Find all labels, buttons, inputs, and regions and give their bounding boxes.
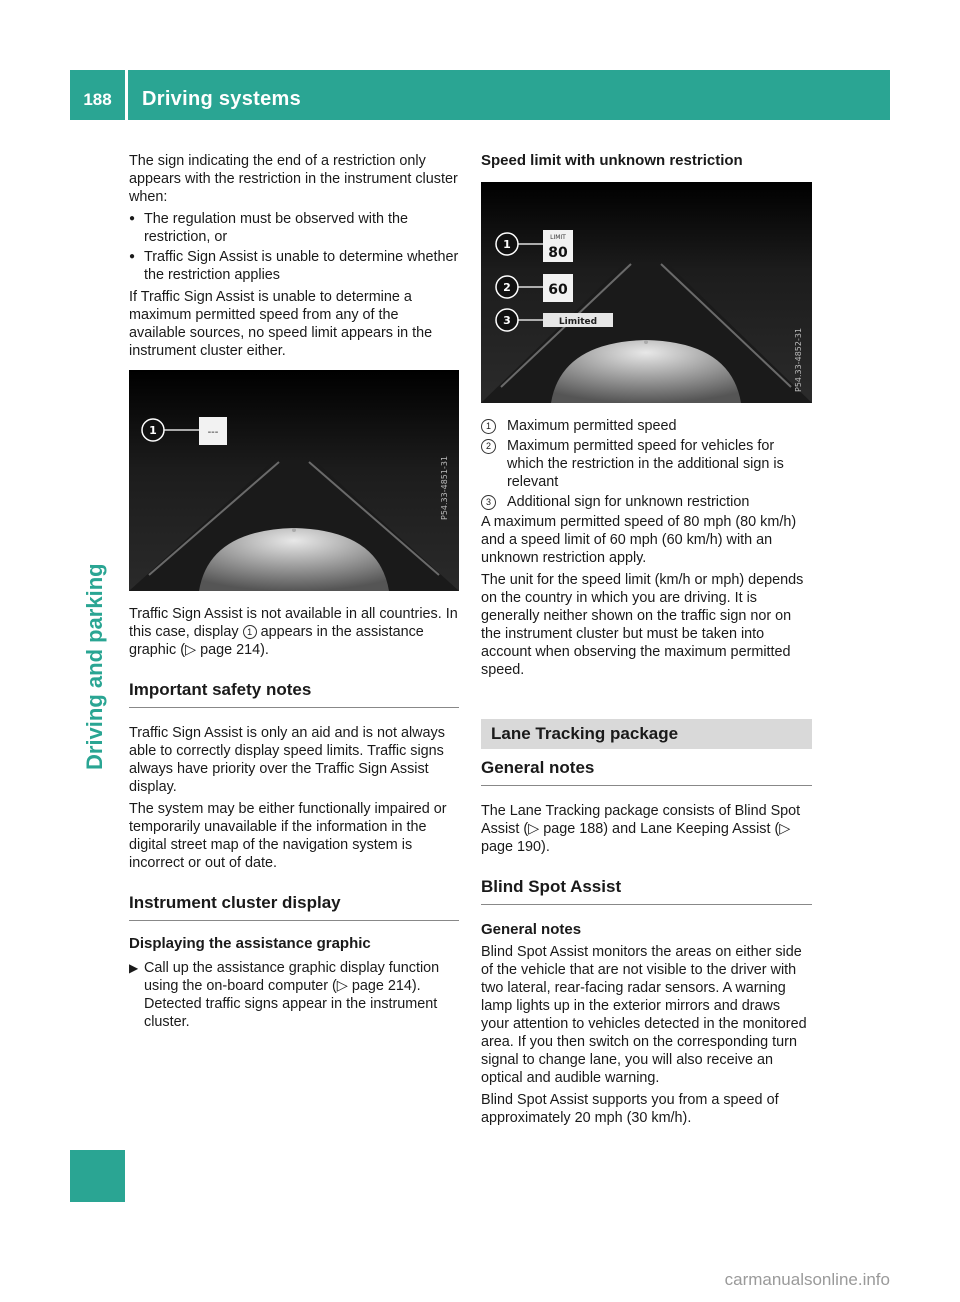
safety-paragraph-1: Traffic Sign Assist is only an aid and is not always able to correctly display speed limits. Traffic signs always have priority over the Traffic Sign Assist display. — [129, 725, 445, 795]
list-item: ● Traffic Sign Assist is unable to determine whether the restriction applies — [129, 248, 459, 284]
blind-spot-paragraph-1: Blind Spot Assist monitors the areas on either side of the vehicle that are not visible to the driver with two lateral, rear-facing radar sensors. A warning lamp lights up in the exterior mirrors and draws your attention to vehicles detected in the monitored area. If you then switch on the corresponding turn signal to change lane, you will also receive an optical and audible warning. — [481, 944, 807, 1086]
watermark: carmanualsonline.info — [724, 1270, 890, 1289]
blind-spot-paragraph-2: Blind Spot Assist supports you from a speed of approximately 20 mph (30 km/h). — [481, 1092, 779, 1126]
intro-paragraph: The sign indicating the end of a restriction only appears with the restriction in the instrument cluster when: — [129, 153, 458, 205]
callout-ref-1: 1 — [243, 625, 257, 639]
sign-limit-label: LIMIT — [550, 234, 566, 241]
page-ref-link[interactable]: ▷ page 188) — [528, 821, 609, 837]
right-column — [481, 152, 812, 1131]
callout-2: 2 — [503, 281, 511, 294]
list-item: ● The regulation must be observed with the restriction, or — [129, 210, 459, 246]
callout-3: 3 — [503, 314, 511, 327]
restriction-conditions-list — [129, 210, 459, 284]
heading-displaying-assistance-graphic: Displaying the assistance graphic — [129, 935, 371, 952]
availability-paragraph: Traffic Sign Assist is not available in all countries. In this case, display 1 appears in the assistance graphic (▷ page 214). — [129, 606, 458, 658]
sign-placeholder: --- — [207, 427, 219, 438]
page-number: 188 — [70, 70, 125, 120]
sign-speed-80: 80 — [548, 245, 568, 261]
assistance-graphic-figure-1 — [129, 370, 459, 591]
heading-instrument-cluster-display: Instrument cluster display — [129, 894, 459, 921]
heading-general-notes: General notes — [481, 759, 812, 786]
legend-item: 2 Maximum permitted speed for vehicles for which the restriction in the additional sign is relevant — [481, 437, 812, 491]
heading-blind-spot-assist: Blind Spot Assist — [481, 878, 812, 905]
sign-speed-60: 60 — [548, 282, 568, 298]
assistance-graphic-figure-2 — [481, 182, 812, 403]
side-tab-marker — [70, 1150, 125, 1202]
no-speed-limit-paragraph: If Traffic Sign Assist is unable to determine a maximum permitted speed from any of the available sources, no speed limit appears in the instrument cluster either. — [129, 289, 433, 359]
section-side-tab: Driving and parking — [82, 563, 107, 770]
figure-code: P54.33-4851-31 — [440, 455, 449, 520]
step-arrow-icon: ▶ — [129, 961, 139, 975]
left-column — [129, 152, 459, 1031]
road-graphic — [129, 370, 459, 591]
unit-paragraph: The unit for the speed limit (km/h or mph) depends on the country in which you are driving. It is generally neither shown on the traffic sign nor on the instrument cluster but must be taken into account when observing the maximum permitted speed. — [481, 572, 804, 678]
page-ref-link[interactable]: ▷ page 190). — [481, 821, 791, 855]
speed-example-paragraph: A maximum permitted speed of 80 mph (80 km/h) and a speed limit of 60 mph (60 km/h) with an unknown restriction apply. — [481, 514, 797, 566]
heading-speed-limit-unknown-restriction: Speed limit with unknown restriction — [481, 152, 743, 169]
instruction-step: ▶ Call up the assistance graphic display function using the on-board computer (▷ page 214). Detected traffic signs appear in the instrument cluster. — [129, 960, 440, 1030]
callout-1: 1 — [149, 424, 157, 437]
callout-1: 1 — [503, 238, 511, 251]
figure-legend — [481, 417, 812, 511]
safety-paragraph-2: The system may be either functionally impaired or temporarily unavailable if the information in the digital street map of the navigation system is incorrect or out of date. — [129, 801, 447, 871]
legend-item: 1 Maximum permitted speed — [481, 417, 812, 435]
page-ref-link[interactable]: ▷ page 214). — [185, 642, 269, 658]
heading-lane-tracking-package: Lane Tracking package — [481, 719, 812, 749]
legend-item: 3 Additional sign for unknown restriction — [481, 493, 812, 511]
road-graphic — [481, 182, 812, 403]
heading-general-notes-2: General notes — [481, 921, 582, 938]
sign-limited: Limited — [558, 317, 598, 327]
page-title: Driving systems — [128, 70, 890, 120]
page-ref-link[interactable]: ▷ page 214). — [336, 978, 421, 994]
lane-tracking-paragraph: The Lane Tracking package consists of Blind Spot Assist (▷ page 188) and Lane Keeping Assist (▷ page 190). — [481, 803, 801, 855]
heading-important-safety-notes: Important safety notes — [129, 681, 459, 708]
figure-code: P54.33-4852-31 — [794, 327, 803, 392]
